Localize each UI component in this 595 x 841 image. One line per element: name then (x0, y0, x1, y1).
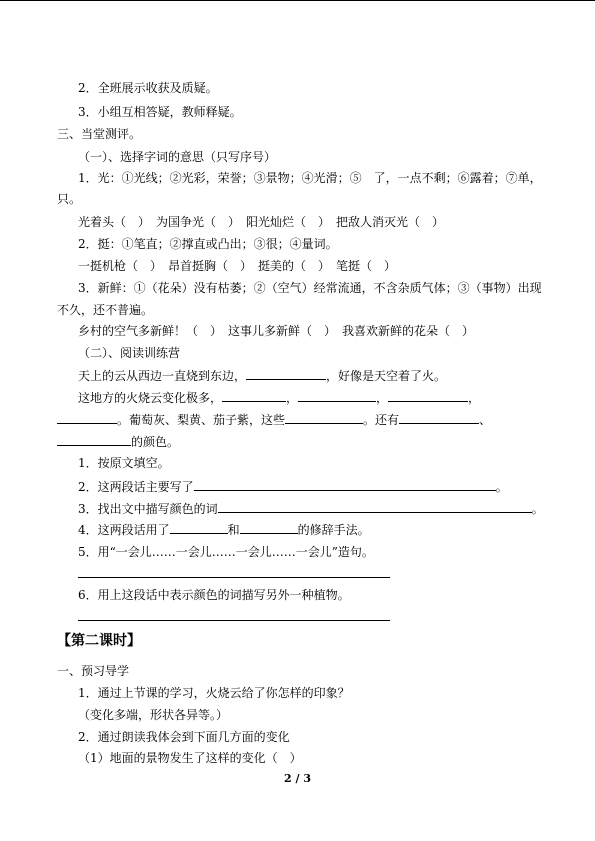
text-line: 不久，还不普遍。 (57, 303, 154, 317)
fill-blank[interactable] (170, 521, 228, 534)
text-segment: 的颜色。 (131, 435, 180, 449)
subsection-heading: （一）、选择字词的意思（只写序号） (78, 150, 277, 164)
answer-line[interactable] (78, 620, 390, 621)
fill-blank[interactable] (57, 433, 131, 446)
text-segment: ， (376, 391, 389, 405)
top-border-line (0, 0, 595, 1)
question-line (78, 478, 508, 494)
text-segment: 、 (479, 413, 492, 427)
reading-line (57, 433, 179, 449)
text-segment: 3．找出文中描写颜色的词 (78, 502, 218, 516)
text-segment: 。还有 (363, 413, 400, 427)
exercise-line: 乡村的空气多新鲜！（ ） 这事儿多新鲜（ ） 我喜欢新鲜的花朵（ ） (78, 324, 475, 338)
exercise-line: 一挺机枪（ ） 昂首挺胸（ ） 挺美的（ ） 笔挺（ ） (78, 259, 397, 273)
question-line (78, 521, 370, 537)
question-line: 6．用上这段话中表示颜色的词描写另外一种植物。 (78, 588, 350, 602)
question-line: 1．通过上节课的学习，火烧云给了你怎样的印象？ (78, 686, 350, 700)
fill-blank[interactable] (194, 478, 496, 491)
reading-line (57, 411, 491, 427)
reading-line (78, 367, 446, 383)
answer-line[interactable] (78, 577, 390, 578)
section-heading: 一、预习导学 (57, 664, 130, 678)
subsection-heading: （二）、阅读训练营 (78, 346, 181, 360)
question-line: 1．按原文填空。 (78, 456, 170, 470)
text-line: 3．新鲜：①（花朵）没有枯萎；②（空气）经常流通，不含杂质气体；③（事物）出现 (78, 281, 542, 295)
question-line: 2．通过朗读我体会到下面几方面的变化 (78, 730, 290, 744)
fill-blank[interactable] (222, 389, 286, 402)
fill-blank[interactable] (246, 367, 326, 380)
text-segment: 。 (531, 502, 544, 516)
fill-blank[interactable] (388, 389, 468, 402)
text-segment: ， (468, 391, 481, 405)
text-segment: 。葡萄灰、梨黄、茄子紫，这些 (117, 413, 286, 427)
text-line: 2．挺：①笔直；②撑直或凸出；③很；④量词。 (78, 237, 338, 251)
fill-blank[interactable] (399, 411, 479, 424)
text-segment: 。 (495, 480, 508, 494)
reading-line (78, 389, 480, 405)
text-line: 1．光：①光线；②光彩，荣誉；③景物；④光滑；⑤ 了，一点不剩；⑥露着；⑦单， (78, 171, 542, 185)
text-segment: ， (286, 391, 299, 405)
fill-blank[interactable] (57, 411, 117, 424)
text-segment: 和 (227, 523, 240, 537)
section-heading: 三、当堂测评。 (57, 127, 142, 141)
fill-blank[interactable] (285, 411, 363, 424)
text-segment: ，好像是天空着了火。 (326, 369, 447, 383)
text-segment: 4．这两段话用了 (78, 523, 170, 537)
question-line (78, 500, 544, 516)
text-line: 2．全班展示收获及质疑。 (78, 81, 218, 95)
text-segment: 的修辞手法。 (297, 523, 370, 537)
exercise-line: 光着头（ ） 为国争光（ ） 阳光灿烂（ ） 把敌人消灭光（ ） (78, 215, 445, 229)
text-line: 3．小组互相答疑，教师释疑。 (78, 105, 242, 119)
text-line: （变化多端，形状各异等。） (78, 708, 229, 722)
fill-blank[interactable] (298, 389, 376, 402)
fill-blank[interactable] (240, 521, 298, 534)
text-segment: 这地方的火烧云变化极多， (78, 391, 223, 405)
text-segment: 2．这两段话主要写了 (78, 480, 194, 494)
lesson-heading: 【第二课时】 (57, 633, 141, 649)
fill-blank[interactable] (218, 500, 532, 513)
text-line: 只。 (57, 192, 82, 206)
text-segment: 天上的云从西边一直烧到东边， (78, 369, 247, 383)
page-number: 2 / 3 (284, 772, 311, 785)
question-line: 5．用“一会儿……一会儿……一会儿……一会儿”造句。 (78, 545, 374, 559)
question-line: （1）地面的景物发生了这样的变化（ ） (78, 751, 302, 765)
